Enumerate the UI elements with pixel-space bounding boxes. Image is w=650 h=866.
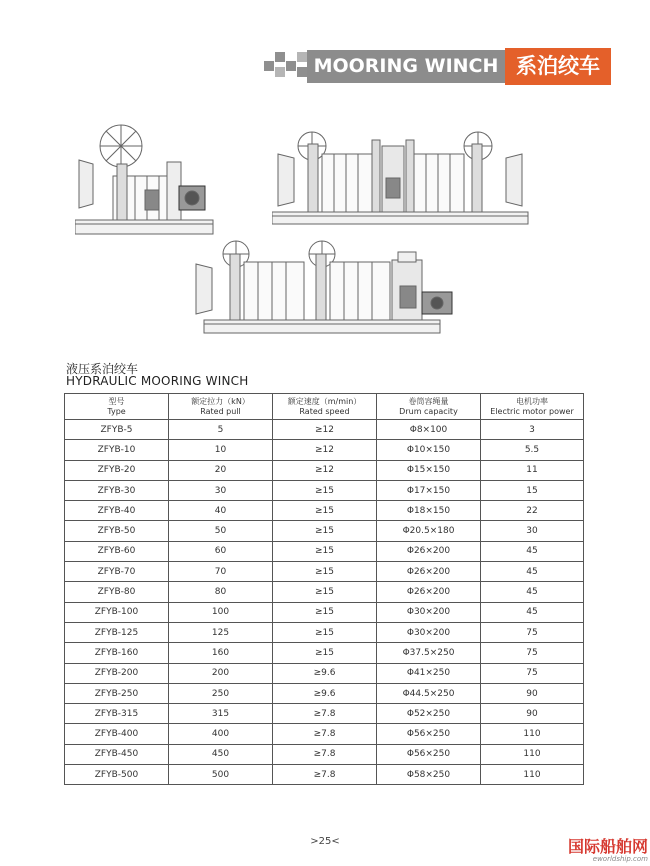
table-cell: Φ41×250	[377, 663, 481, 683]
table-cell: ZFYB-10	[65, 440, 169, 460]
watermark-cn: 国际船舶网	[567, 837, 648, 856]
table-cell: Φ30×200	[377, 602, 481, 622]
winch-drawing-double-drum-motor	[194, 240, 460, 336]
column-header-en: Rated pull	[200, 406, 241, 416]
table-row	[65, 704, 584, 724]
table-cell: 75	[481, 643, 584, 663]
table-cell: Φ56×250	[377, 724, 481, 744]
winch-drawing-single-drum	[75, 124, 215, 236]
table-cell: 30	[481, 521, 584, 541]
header-title-cn: 系泊绞车	[505, 48, 611, 85]
table-cell: ≥15	[273, 521, 377, 541]
table-row	[65, 622, 584, 642]
table-row	[65, 602, 584, 622]
table-cell: ≥12	[273, 420, 377, 440]
table-cell: 45	[481, 541, 584, 561]
table-cell: 40	[169, 501, 273, 521]
section-title-en: HYDRAULIC MOORING WINCH	[66, 374, 249, 388]
table-cell: ≥15	[273, 562, 377, 582]
column-header-en: Drum capacity	[399, 406, 458, 416]
table-cell: 200	[169, 663, 273, 683]
table-cell: ZFYB-20	[65, 460, 169, 480]
table-cell: ≥15	[273, 480, 377, 500]
table-cell: 110	[481, 744, 584, 764]
column-header	[65, 394, 169, 420]
table-cell: Φ8×100	[377, 420, 481, 440]
table-header-row	[65, 394, 584, 420]
column-header-cn: 额定速度（m/min）	[287, 396, 362, 406]
table-cell: Φ18×150	[377, 501, 481, 521]
table-cell: ZFYB-100	[65, 602, 169, 622]
table-cell: 45	[481, 582, 584, 602]
table-row	[65, 480, 584, 500]
table-cell: ZFYB-500	[65, 765, 169, 785]
table-cell: ZFYB-30	[65, 480, 169, 500]
table-cell: 5.5	[481, 440, 584, 460]
table-cell: 90	[481, 704, 584, 724]
table-cell: ZFYB-400	[65, 724, 169, 744]
table-cell: ZFYB-250	[65, 683, 169, 703]
table-cell: 250	[169, 683, 273, 703]
table-cell: Φ58×250	[377, 765, 481, 785]
table-cell: 10	[169, 440, 273, 460]
column-header	[169, 394, 273, 420]
table-cell: Φ37.5×250	[377, 643, 481, 663]
table-cell: 75	[481, 622, 584, 642]
table-cell: Φ15×150	[377, 460, 481, 480]
table-row	[65, 460, 584, 480]
table-cell: ≥15	[273, 541, 377, 561]
table-body	[65, 420, 584, 785]
table-cell: 5	[169, 420, 273, 440]
table-cell: ≥15	[273, 501, 377, 521]
page-number: >25<	[310, 836, 340, 847]
table-cell: ≥7.8	[273, 704, 377, 724]
table-cell: 30	[169, 480, 273, 500]
table-row	[65, 420, 584, 440]
table-cell: 15	[481, 480, 584, 500]
column-header	[273, 394, 377, 420]
table-cell: ZFYB-450	[65, 744, 169, 764]
table-cell: Φ52×250	[377, 704, 481, 724]
table-cell: ≥9.6	[273, 683, 377, 703]
table-row	[65, 521, 584, 541]
section-title-cn: 液压系泊绞车	[66, 362, 139, 376]
table-row	[65, 724, 584, 744]
table-row	[65, 765, 584, 785]
table-row	[65, 501, 584, 521]
table-row	[65, 562, 584, 582]
table-cell: Φ26×200	[377, 582, 481, 602]
table-cell: ZFYB-315	[65, 704, 169, 724]
table-cell: 75	[481, 663, 584, 683]
table-cell: 45	[481, 562, 584, 582]
winch-drawing-double-drum	[272, 130, 530, 226]
table-cell: ZFYB-60	[65, 541, 169, 561]
table-cell: 22	[481, 501, 584, 521]
table-cell: 60	[169, 541, 273, 561]
table-cell: 160	[169, 643, 273, 663]
table-cell: ≥7.8	[273, 744, 377, 764]
header-title-en: MOORING WINCH	[307, 50, 505, 83]
column-header-en: Rated speed	[299, 406, 350, 416]
table-cell: ZFYB-160	[65, 643, 169, 663]
table-cell: ZFYB-70	[65, 562, 169, 582]
watermark-logo	[540, 838, 648, 863]
table-cell: ≥7.8	[273, 765, 377, 785]
table-cell: 400	[169, 724, 273, 744]
column-header	[481, 394, 584, 420]
table-row	[65, 683, 584, 703]
table-cell: 20	[169, 460, 273, 480]
table-cell: 125	[169, 622, 273, 642]
table-cell: 450	[169, 744, 273, 764]
table-cell: ZFYB-80	[65, 582, 169, 602]
table-cell: ≥15	[273, 602, 377, 622]
table-cell: 110	[481, 724, 584, 744]
table-cell: Φ10×150	[377, 440, 481, 460]
table-cell: 50	[169, 521, 273, 541]
table-cell: 11	[481, 460, 584, 480]
column-header-cn: 额定拉力（kN）	[191, 396, 250, 406]
table-cell: ZFYB-50	[65, 521, 169, 541]
table-cell: ≥15	[273, 643, 377, 663]
table-cell: ≥7.8	[273, 724, 377, 744]
table-cell: Φ56×250	[377, 744, 481, 764]
spec-table	[64, 393, 584, 785]
table-cell: 3	[481, 420, 584, 440]
column-header-cn: 卷筒容绳量	[408, 396, 449, 406]
column-header-cn: 型号	[108, 396, 125, 406]
table-cell: 45	[481, 602, 584, 622]
column-header-en: Electric motor power	[490, 406, 574, 416]
column-header-cn: 电机功率	[516, 396, 548, 406]
table-cell: 80	[169, 582, 273, 602]
watermark-en: eworldship.com	[592, 855, 648, 863]
table-row	[65, 663, 584, 683]
column-header	[377, 394, 481, 420]
table-cell: ≥9.6	[273, 663, 377, 683]
table-row	[65, 541, 584, 561]
column-header-en: Type	[107, 406, 126, 416]
table-cell: Φ26×200	[377, 562, 481, 582]
table-cell: 100	[169, 602, 273, 622]
table-cell: ZFYB-5	[65, 420, 169, 440]
table-cell: 70	[169, 562, 273, 582]
table-cell: Φ30×200	[377, 622, 481, 642]
table-cell: ZFYB-200	[65, 663, 169, 683]
table-cell: Φ44.5×250	[377, 683, 481, 703]
table-cell: ≥15	[273, 582, 377, 602]
table-cell: ≥12	[273, 460, 377, 480]
table-cell: ≥15	[273, 622, 377, 642]
table-cell: Φ20.5×180	[377, 521, 481, 541]
table-cell: 110	[481, 765, 584, 785]
table-cell: ZFYB-40	[65, 501, 169, 521]
table-cell: Φ26×200	[377, 541, 481, 561]
table-row	[65, 744, 584, 764]
header-decor-squares	[264, 52, 308, 80]
table-cell: ZFYB-125	[65, 622, 169, 642]
table-row	[65, 440, 584, 460]
table-cell: ≥12	[273, 440, 377, 460]
table-cell: 90	[481, 683, 584, 703]
table-cell: Φ17×150	[377, 480, 481, 500]
table-row	[65, 582, 584, 602]
table-cell: 315	[169, 704, 273, 724]
table-cell: 500	[169, 765, 273, 785]
table-row	[65, 643, 584, 663]
